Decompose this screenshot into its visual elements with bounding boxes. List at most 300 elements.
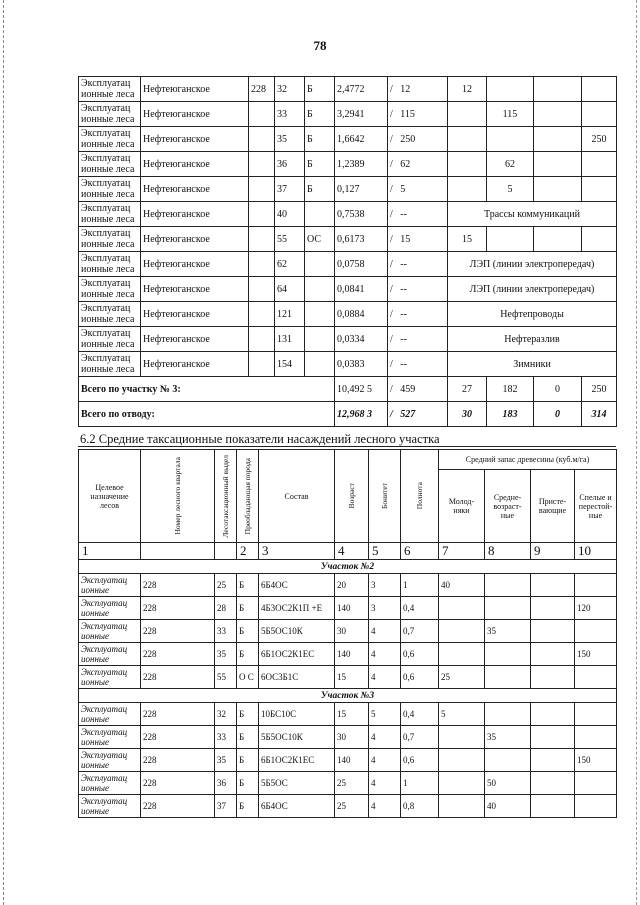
grand-total-c2: 183 (487, 402, 534, 427)
stock-mature: 120 (575, 597, 617, 620)
bonitet: 4 (369, 772, 401, 795)
forest-use: Эксплуатац ионные (79, 574, 141, 597)
plot-number: 55 (275, 227, 305, 252)
quarter-number (249, 127, 275, 152)
slash: / (390, 308, 393, 320)
species: Б (305, 77, 335, 102)
taxation-indicators-table (78, 449, 617, 818)
dominant-species: Б (237, 749, 259, 772)
stock-middle (485, 749, 531, 772)
species (305, 302, 335, 327)
forest-use: Эксплуатац ионные (79, 772, 141, 795)
column-number: 10 (575, 543, 617, 560)
volume-row (79, 202, 617, 227)
slash: / (390, 183, 393, 195)
volume-row (79, 227, 617, 252)
forestry-name: Нефтеюганское (141, 202, 249, 227)
allotment-number: 28 (215, 597, 237, 620)
volume-group-3 (534, 152, 582, 177)
forestry-name: Нефтеюганское (141, 77, 249, 102)
header-purpose: Целевое назначение лесов (79, 450, 141, 543)
volume-row (79, 277, 617, 302)
age: 20 (335, 574, 369, 597)
volume-group-3 (534, 77, 582, 102)
slash: / (390, 133, 393, 145)
volume-row (79, 252, 617, 277)
quarter-number (249, 152, 275, 177)
forest-use: Эксплуатац ионные (79, 795, 141, 818)
dominant-species: Б (237, 772, 259, 795)
quarter-number: 228 (141, 597, 215, 620)
quarter-number (249, 202, 275, 227)
plot-number: 40 (275, 202, 305, 227)
quarter-number (249, 302, 275, 327)
volume-value: -- (400, 208, 407, 220)
header-density (401, 450, 439, 543)
column-number: 5 (369, 543, 401, 560)
bonitet: 4 (369, 749, 401, 772)
age: 15 (335, 703, 369, 726)
stock-mature (575, 726, 617, 749)
forest-use: Эксплуатац ионные (79, 597, 141, 620)
volume-group-1: 15 (448, 227, 487, 252)
density: 0,7 (401, 620, 439, 643)
stock-young (439, 749, 485, 772)
stock-young: 25 (439, 666, 485, 689)
header-density-text: Полнота (414, 482, 424, 510)
volume-group-4 (582, 77, 617, 102)
header-ripening: Присте-вающие (531, 470, 575, 543)
forest-use: Эксплуатац ионные леса (79, 352, 141, 377)
forestry-name: Нефтеюганское (141, 252, 249, 277)
density: 0,6 (401, 666, 439, 689)
slash: / (390, 258, 393, 270)
stock-middle: 40 (485, 795, 531, 818)
forest-use: Эксплуатац ионные леса (79, 302, 141, 327)
dominant-species: Б (237, 726, 259, 749)
age: 15 (335, 666, 369, 689)
allotment-number: 55 (215, 666, 237, 689)
volume-value: -- (400, 333, 407, 345)
volume-cell (388, 177, 448, 202)
composition: 6Б4ОС (259, 795, 335, 818)
header-quarter-text: Номер лесного квартала (172, 457, 182, 535)
land-category: Нефтепроводы (448, 302, 617, 327)
quarter-number (249, 327, 275, 352)
allotment-number: 33 (215, 620, 237, 643)
table-row (79, 726, 617, 749)
composition: 4Б3ОС2К1П +Е (259, 597, 335, 620)
grand-total-label: Всего по отводу: (79, 402, 335, 427)
land-category: ЛЭП (линии электропередач) (448, 252, 617, 277)
age: 25 (335, 795, 369, 818)
species: ОС (305, 227, 335, 252)
species: Б (305, 152, 335, 177)
header-row-1 (79, 450, 617, 470)
header-age-text: Возраст (346, 483, 356, 509)
section-heading-row (79, 689, 617, 703)
allotment-number: 33 (215, 726, 237, 749)
volume-group-3 (534, 227, 582, 252)
quarter-number (249, 102, 275, 127)
header-bonitet-text: Бонитет (379, 483, 389, 509)
section-heading: Участок №3 (79, 689, 617, 703)
grand-total-c3: 0 (534, 402, 582, 427)
area-value: 0,0841 (335, 277, 388, 302)
volume-group-2 (487, 227, 534, 252)
forest-use: Эксплуатац ионные леса (79, 102, 141, 127)
allotment-number: 25 (215, 574, 237, 597)
stock-middle (485, 643, 531, 666)
area-value: 0,6173 (335, 227, 388, 252)
slash: / (390, 283, 393, 295)
volume-cell (388, 327, 448, 352)
plot-number: 33 (275, 102, 305, 127)
composition: 10БС10С (259, 703, 335, 726)
plot-number: 37 (275, 177, 305, 202)
column-number (141, 543, 215, 560)
age: 30 (335, 726, 369, 749)
volume-value: -- (400, 258, 407, 270)
quarter-number: 228 (141, 643, 215, 666)
column-number: 6 (401, 543, 439, 560)
dominant-species: Б (237, 574, 259, 597)
allotment-number: 36 (215, 772, 237, 795)
stock-mature: 150 (575, 643, 617, 666)
bonitet: 3 (369, 574, 401, 597)
density: 0,8 (401, 795, 439, 818)
quarter-number (249, 177, 275, 202)
forest-use: Эксплуатац ионные леса (79, 327, 141, 352)
species (305, 352, 335, 377)
stock-mature (575, 795, 617, 818)
stock-ripening (531, 620, 575, 643)
volume-cell (388, 302, 448, 327)
total-allotment-row (79, 402, 617, 427)
dominant-species: О С (237, 666, 259, 689)
area-value: 0,7538 (335, 202, 388, 227)
page-number: 78 (313, 38, 327, 53)
stock-mature (575, 772, 617, 795)
header-allotment-text: Лесотаксационный выдел (220, 454, 230, 538)
table-row (79, 795, 617, 818)
volume-cell (388, 277, 448, 302)
species: Б (305, 177, 335, 202)
composition: 5Б5ОС (259, 772, 335, 795)
forest-use: Эксплуатац ионные леса (79, 227, 141, 252)
volume-group-2: 115 (487, 102, 534, 127)
table-row (79, 620, 617, 643)
species (305, 327, 335, 352)
table-row (79, 597, 617, 620)
header-young: Молод-няки (439, 470, 485, 543)
area-value: 0,0884 (335, 302, 388, 327)
volume-group-4 (582, 102, 617, 127)
species: Б (305, 127, 335, 152)
quarter-number: 228 (141, 703, 215, 726)
volume-cell (388, 152, 448, 177)
slash: / (390, 383, 393, 395)
table-row (79, 574, 617, 597)
volume-value: -- (400, 358, 407, 370)
dominant-species: Б (237, 795, 259, 818)
allotment-number: 37 (215, 795, 237, 818)
stock-mature (575, 666, 617, 689)
table-row (79, 772, 617, 795)
volume-cell (388, 77, 448, 102)
volume-row (79, 352, 617, 377)
section-heading: Участок №2 (79, 560, 617, 574)
plot-number: 154 (275, 352, 305, 377)
quarter-number: 228 (141, 749, 215, 772)
stock-mature (575, 574, 617, 597)
header-age (335, 450, 369, 543)
volume-cell (388, 352, 448, 377)
column-number-row (79, 543, 617, 560)
forestry-name: Нефтеюганское (141, 127, 249, 152)
slash: / (390, 208, 393, 220)
slash: / (390, 358, 393, 370)
bonitet: 4 (369, 795, 401, 818)
volume-group-1 (448, 177, 487, 202)
column-number: 4 (335, 543, 369, 560)
total-c4: 250 (582, 377, 617, 402)
volume-group-2 (487, 77, 534, 102)
forestry-name: Нефтеюганское (141, 227, 249, 252)
right-scan-edge (636, 0, 638, 905)
plot-number: 35 (275, 127, 305, 152)
column-number: 3 (259, 543, 335, 560)
forest-use: Эксплуатац ионные (79, 749, 141, 772)
volume-value: 5 (400, 183, 406, 195)
area-value: 0,0383 (335, 352, 388, 377)
area-value: 3,2941 (335, 102, 388, 127)
total-plot-3-row (79, 377, 617, 402)
left-scan-edge (3, 0, 5, 905)
stock-young (439, 597, 485, 620)
land-category: Нефтеразлив (448, 327, 617, 352)
forest-use: Эксплуатац ионные (79, 726, 141, 749)
age: 140 (335, 597, 369, 620)
dominant-species: Б (237, 643, 259, 666)
species (305, 277, 335, 302)
forestry-name: Нефтеюганское (141, 102, 249, 127)
header-middle: Средне-возраст-ные (485, 470, 531, 543)
volume-cell (388, 127, 448, 152)
column-number (215, 543, 237, 560)
header-dominant (237, 450, 259, 543)
quarter-number: 228 (141, 666, 215, 689)
area-value: 0,127 (335, 177, 388, 202)
volume-row (79, 77, 617, 102)
header-mature: Спелые и перестой-ные (575, 470, 617, 543)
dominant-species: Б (237, 597, 259, 620)
table-row (79, 703, 617, 726)
density: 0,6 (401, 749, 439, 772)
volume-group-3 (534, 177, 582, 202)
volume-group-4: 250 (582, 127, 617, 152)
stock-middle (485, 597, 531, 620)
total-volume: 459 (400, 383, 416, 395)
grand-total-volume: 527 (400, 408, 416, 420)
stock-mature: 150 (575, 749, 617, 772)
grand-total-c4: 314 (582, 402, 617, 427)
volume-value: -- (400, 283, 407, 295)
quarter-number (249, 252, 275, 277)
plot-number: 62 (275, 252, 305, 277)
volume-value: 12 (400, 83, 411, 95)
quarter-number: 228 (141, 795, 215, 818)
bonitet: 4 (369, 643, 401, 666)
quarter-number: 228 (249, 77, 275, 102)
age: 25 (335, 772, 369, 795)
table-row (79, 643, 617, 666)
volume-row (79, 327, 617, 352)
density: 1 (401, 574, 439, 597)
total-c1: 27 (448, 377, 487, 402)
quarter-number (249, 227, 275, 252)
slash: / (390, 408, 393, 420)
volume-cell (388, 102, 448, 127)
stock-ripening (531, 666, 575, 689)
forest-use: Эксплуатац ионные леса (79, 202, 141, 227)
stock-mature (575, 620, 617, 643)
stock-young: 5 (439, 703, 485, 726)
forest-use: Эксплуатац ионные (79, 643, 141, 666)
stock-young (439, 726, 485, 749)
density: 0,4 (401, 703, 439, 726)
header-stock-group: Средний запас древесины (куб.м/га) (439, 450, 617, 470)
stock-ripening (531, 749, 575, 772)
forest-use: Эксплуатац ионные леса (79, 177, 141, 202)
header-allotment (215, 450, 237, 543)
quarter-number: 228 (141, 726, 215, 749)
allotment-volume-table (78, 76, 617, 427)
land-category: Зимники (448, 352, 617, 377)
bonitet: 4 (369, 620, 401, 643)
volume-group-2 (487, 127, 534, 152)
volume-cell (388, 227, 448, 252)
volume-group-2: 5 (487, 177, 534, 202)
volume-row (79, 177, 617, 202)
density: 0,6 (401, 643, 439, 666)
composition: 5Б5ОС10К (259, 726, 335, 749)
land-category: Трассы коммуникаций (448, 202, 617, 227)
volume-group-3 (534, 127, 582, 152)
total-volume-cell (388, 377, 448, 402)
bonitet: 4 (369, 666, 401, 689)
column-number: 1 (79, 543, 141, 560)
volume-value: 250 (400, 133, 416, 145)
stock-young (439, 620, 485, 643)
volume-group-4 (582, 177, 617, 202)
title-underline (78, 446, 616, 447)
volume-group-1: 12 (448, 77, 487, 102)
forest-use: Эксплуатац ионные (79, 620, 141, 643)
composition: 6Б1ОС2К1ЕС (259, 749, 335, 772)
age: 140 (335, 643, 369, 666)
area-value: 0,0334 (335, 327, 388, 352)
column-number: 7 (439, 543, 485, 560)
bonitet: 4 (369, 726, 401, 749)
density: 1 (401, 772, 439, 795)
bonitet: 5 (369, 703, 401, 726)
stock-ripening (531, 772, 575, 795)
slash: / (390, 233, 393, 245)
quarter-number (249, 277, 275, 302)
total-c2: 182 (487, 377, 534, 402)
volume-group-1 (448, 152, 487, 177)
stock-ripening (531, 597, 575, 620)
forestry-name: Нефтеюганское (141, 277, 249, 302)
composition: 6Б4ОС (259, 574, 335, 597)
volume-row (79, 152, 617, 177)
column-number: 2 (237, 543, 259, 560)
age: 140 (335, 749, 369, 772)
composition: 5Б5ОС10К (259, 620, 335, 643)
plot-number: 121 (275, 302, 305, 327)
header-bonitet (369, 450, 401, 543)
stock-middle (485, 574, 531, 597)
slash: / (390, 333, 393, 345)
allotment-number: 32 (215, 703, 237, 726)
stock-middle: 50 (485, 772, 531, 795)
volume-value: 62 (400, 158, 411, 170)
forestry-name: Нефтеюганское (141, 327, 249, 352)
composition: 6Б1ОС2К1ЕС (259, 643, 335, 666)
section-title: 6.2 Средние таксационные показатели насаждений лесного участка (80, 432, 440, 446)
stock-young (439, 795, 485, 818)
species (305, 202, 335, 227)
forest-use: Эксплуатац ионные (79, 666, 141, 689)
allotment-number: 35 (215, 643, 237, 666)
volume-group-1 (448, 102, 487, 127)
section-heading-row (79, 560, 617, 574)
grand-total-area: 12,968 3 (335, 402, 388, 427)
slash: / (390, 83, 393, 95)
quarter-number (249, 352, 275, 377)
volume-cell (388, 252, 448, 277)
stock-middle: 35 (485, 726, 531, 749)
volume-row (79, 102, 617, 127)
volume-value: 15 (400, 233, 411, 245)
table-row (79, 666, 617, 689)
column-number: 9 (531, 543, 575, 560)
header-dominant-text: Преобладающая порода (242, 457, 252, 535)
stock-ripening (531, 726, 575, 749)
volume-row (79, 127, 617, 152)
stock-ripening (531, 703, 575, 726)
forest-use: Эксплуатац ионные леса (79, 277, 141, 302)
density: 0,4 (401, 597, 439, 620)
header-quarter (141, 450, 215, 543)
bonitet: 3 (369, 597, 401, 620)
plot-number: 131 (275, 327, 305, 352)
age: 30 (335, 620, 369, 643)
quarter-number: 228 (141, 620, 215, 643)
stock-young (439, 772, 485, 795)
composition: 6ОС3Б1С (259, 666, 335, 689)
volume-group-4 (582, 152, 617, 177)
stock-middle (485, 666, 531, 689)
slash: / (390, 158, 393, 170)
stock-mature (575, 703, 617, 726)
species (305, 252, 335, 277)
plot-number: 32 (275, 77, 305, 102)
area-value: 2,4772 (335, 77, 388, 102)
density: 0,7 (401, 726, 439, 749)
volume-value: -- (400, 308, 407, 320)
